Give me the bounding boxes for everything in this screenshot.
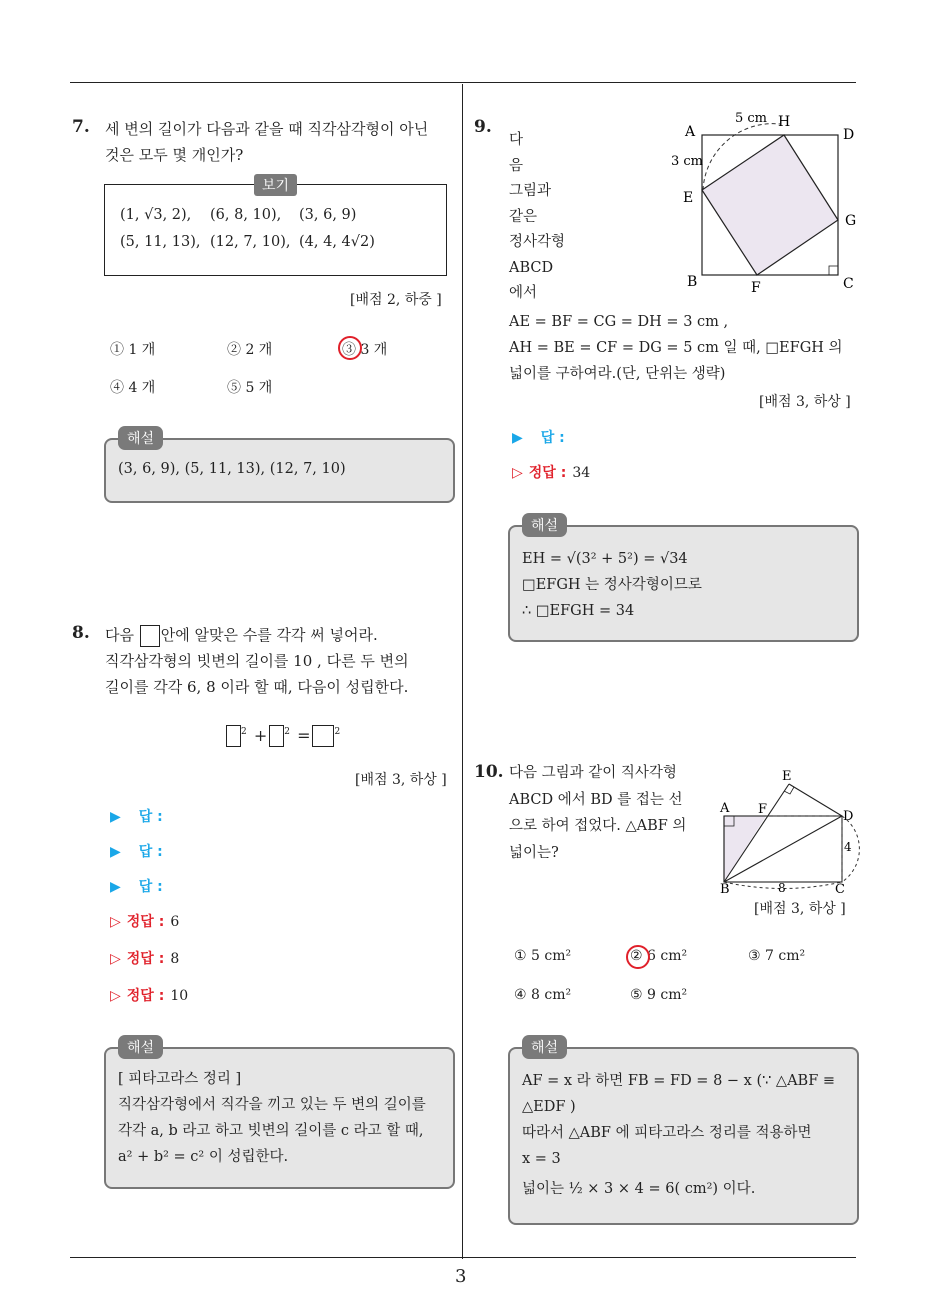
q7-selected-mark xyxy=(338,336,362,360)
label-A: A xyxy=(685,124,696,140)
label-C: C xyxy=(835,882,845,895)
top-rule xyxy=(70,82,856,83)
label-D: D xyxy=(843,127,855,143)
q7-choice-1[interactable]: ① 1 개 xyxy=(110,342,156,358)
q10-solution-text: AF = x 라 하면 FB = FD = 8 − x (∵ △ABF ≡ △EDF ) 따라서 △ABF 에 피타고라스 정리를 적용하면 x = 3 넓이는 ½ × 3 × 4 = 6( cm²) 이다. xyxy=(522,1073,836,1197)
q10-figure xyxy=(710,765,860,895)
column-divider xyxy=(462,84,463,1259)
triangle-outline-icon: ▷ xyxy=(110,988,121,1004)
page-number: 3 xyxy=(455,1266,467,1287)
q8-equation: $^2$ + $^2$ = $^2$ xyxy=(226,725,340,747)
label-E: E xyxy=(683,190,694,206)
label-B: B xyxy=(687,274,698,290)
label-5cm: 5 cm xyxy=(735,111,768,126)
label-G: G xyxy=(845,213,857,229)
triangle-outline-icon: ▷ xyxy=(110,914,121,930)
q10-choice-1[interactable]: ① 5 cm² xyxy=(514,948,572,964)
q10-text: 다음 그림과 같이 직사각형 ABCD 에서 BD 를 접는 선 으로 하여 접었다. △ABF 의 넓이는? xyxy=(509,765,687,861)
q8-answer-3[interactable]: ▶ 답 : xyxy=(110,879,163,895)
triangle-outline-icon: ▷ xyxy=(512,465,523,481)
q8-answer-2[interactable]: ▶ 답 : xyxy=(110,844,163,860)
q7-meta: [배점 2, 하중 ] xyxy=(350,292,442,308)
label-3cm: 3 cm xyxy=(671,154,704,169)
q9-answer[interactable]: ▶ 답 : xyxy=(512,430,565,446)
q8-answer-1[interactable]: ▶ 답 : xyxy=(110,809,163,825)
q8-blank-box xyxy=(140,625,160,647)
q8-correct-1: ▷ 정답 : 6 xyxy=(110,914,180,930)
q10-choice-5[interactable]: ⑤ 9 cm² xyxy=(630,987,688,1003)
q9-text: AE = BF = CG = DH = 3 cm , AH = BE = CF = DG = 5 cm 일 때, □EFGH 의 넓이를 구하여라.(단, 단위는 생략) xyxy=(509,314,843,382)
label-F: F xyxy=(758,802,768,817)
q8-correct-3: ▷ 정답 : 10 xyxy=(110,988,189,1004)
q7-number: 7. xyxy=(72,117,90,137)
q8-correct-2: ▷ 정답 : 8 xyxy=(110,951,180,967)
q9-correct: ▷ 정답 : 34 xyxy=(512,465,591,481)
q8-number: 8. xyxy=(72,623,90,643)
label-B: B xyxy=(720,882,730,895)
q10-meta: [배점 3, 하상 ] xyxy=(754,901,846,917)
play-icon: ▶ xyxy=(110,844,121,860)
q8-blank-3[interactable] xyxy=(312,725,334,747)
play-icon: ▶ xyxy=(110,879,121,895)
q7-text: 세 변의 길이가 다음과 같을 때 직각삼각형이 아닌 것은 모두 몇 개인가? xyxy=(105,120,429,164)
label-A: A xyxy=(720,801,730,816)
label-F: F xyxy=(751,280,761,293)
play-icon: ▶ xyxy=(110,809,121,825)
q9-meta: [배점 3, 하상 ] xyxy=(759,394,851,410)
q8-blank-2[interactable] xyxy=(269,725,284,747)
q7-choice-2[interactable]: ② 2 개 xyxy=(227,342,273,358)
q9-figure xyxy=(665,108,865,293)
label-C: C xyxy=(843,276,854,292)
label-E: E xyxy=(782,769,792,784)
q8-solution-label: 해설 xyxy=(118,1035,163,1059)
triangle-outline-icon: ▷ xyxy=(110,951,121,967)
q7-bogi-box xyxy=(104,184,447,276)
bottom-rule xyxy=(70,1257,856,1258)
play-icon: ▶ xyxy=(512,430,523,446)
q10-choice-4[interactable]: ④ 8 cm² xyxy=(514,987,572,1003)
label-D: D xyxy=(843,809,854,824)
label-4: 4 xyxy=(844,840,852,854)
q7-choice-3[interactable]: ③ 3 개 xyxy=(342,342,388,358)
q9-solution-label: 해설 xyxy=(522,513,567,537)
q8-meta: [배점 3, 하상 ] xyxy=(355,772,447,788)
label-8: 8 xyxy=(778,881,786,895)
q7-choice-5[interactable]: ⑤ 5 개 xyxy=(227,380,273,396)
q10-choice-3[interactable]: ③ 7 cm² xyxy=(748,948,806,964)
q7-solution-label: 해설 xyxy=(118,426,163,450)
q9-text-vertical: 다 음 그림과 같은 정사각형 ABCD 에서 xyxy=(509,132,566,301)
q9-number: 9. xyxy=(474,117,492,137)
q10-number: 10. xyxy=(474,762,504,782)
q8-blank-1[interactable] xyxy=(226,725,241,747)
q8-solution-text: [ 피타고라스 정리 ] 직각삼각형에서 직각을 끼고 있는 두 변의 길이를 각각 a, b 라고 하고 빗변의 길이를 c 라고 할 때, a² + b² = c² 이 성립한다. xyxy=(118,1071,426,1165)
label-H: H xyxy=(778,114,791,130)
q10-solution-label: 해설 xyxy=(522,1035,567,1059)
q8-text: 다음 안에 알맞은 수를 각각 써 넣어라. 직각삼각형의 빗변의 길이를 10 , 다른 두 변의 길이를 각각 6, 8 이라 할 때, 다음이 성립한다. xyxy=(105,626,409,696)
q10-selected-mark xyxy=(626,945,650,969)
q9-solution-text: EH = √(3² + 5²) = √34 □EFGH 는 정사각형이므로 ∴ □EFGH = 34 xyxy=(522,551,702,619)
q10-choice-2[interactable]: ② 6 cm² xyxy=(630,948,688,964)
q7-bogi-label: 보기 xyxy=(254,174,297,196)
q7-solution-text: (3, 6, 9), (5, 11, 13), (12, 7, 10) xyxy=(118,461,346,477)
q7-choice-4[interactable]: ④ 4 개 xyxy=(110,380,156,396)
